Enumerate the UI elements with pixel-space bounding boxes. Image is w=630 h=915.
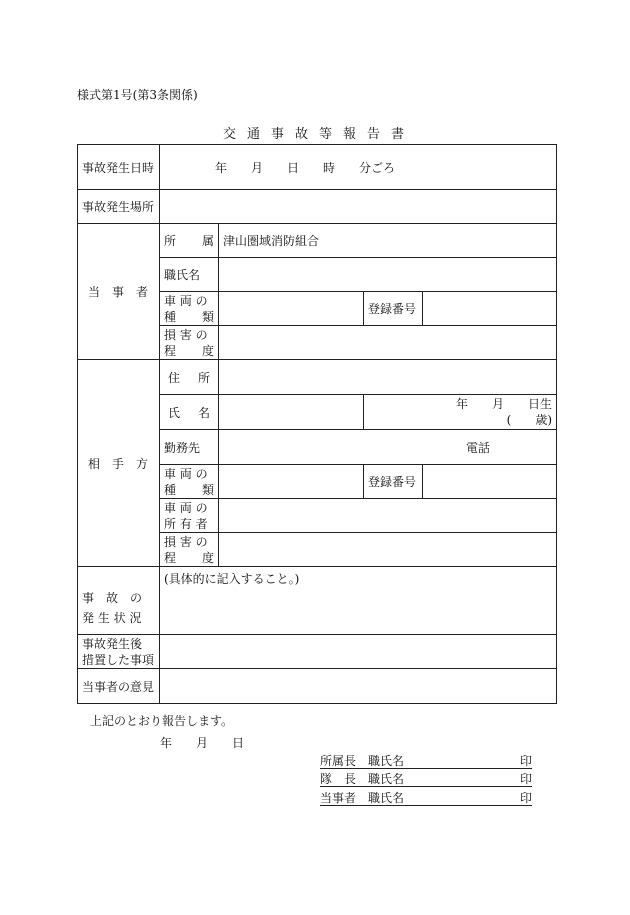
row-place	[78, 190, 557, 224]
signature-role: 隊 長	[320, 772, 357, 786]
value-party-name[interactable]	[219, 258, 557, 292]
label-other-address: 住 所	[160, 360, 219, 395]
label-other-name: 氏 名	[160, 395, 219, 430]
closing-statement: 上記のとおり報告します。	[90, 714, 234, 728]
value-other-damage[interactable]	[219, 533, 557, 567]
value-other-address[interactable]	[219, 360, 557, 395]
signature-field-label: 職氏名	[368, 754, 405, 768]
label-place: 事故発生場所	[78, 190, 160, 224]
label-party-name: 職氏名	[160, 258, 219, 292]
label-other-damage: 損 害 の 程 度	[160, 533, 219, 567]
value-datetime[interactable]: 年 月 日 時 分ごろ	[160, 145, 557, 190]
signature-line-chief[interactable]	[320, 752, 532, 769]
label-other-owner: 車 両 の 所 有 者	[160, 499, 219, 533]
value-party-reg[interactable]	[423, 292, 557, 326]
row-measures	[78, 635, 557, 669]
seal-mark: 印	[519, 772, 532, 786]
value-party-damage[interactable]	[219, 326, 557, 360]
document-title: 交通事故等報告書	[222, 127, 415, 142]
value-measures[interactable]	[160, 635, 557, 669]
seal-mark: 印	[519, 754, 532, 768]
label-other-employer: 勤務先	[160, 430, 219, 465]
label-other-reg: 登録番号	[364, 465, 423, 499]
signature-field-label: 職氏名	[368, 772, 405, 786]
label-other-vehicle: 車 両 の 種 類	[160, 465, 219, 499]
report-table	[77, 144, 557, 704]
label-party-vehicle: 車 両 の 種 類	[160, 292, 219, 326]
row-situation	[78, 567, 557, 635]
signature-field-label: 職氏名	[368, 791, 405, 805]
value-place[interactable]	[160, 190, 557, 224]
value-affiliation[interactable]: 津山圏域消防組合	[219, 224, 557, 258]
value-other-reg[interactable]	[423, 465, 557, 499]
row-datetime	[78, 145, 557, 190]
value-other-name[interactable]	[219, 395, 364, 430]
label-party-damage: 損 害 の 程 度	[160, 326, 219, 360]
value-opinion[interactable]	[160, 669, 557, 704]
label-measures: 事故発生後 措置した事項	[78, 635, 160, 669]
seal-mark: 印	[519, 791, 532, 805]
label-affiliation: 所 属	[160, 224, 219, 258]
signature-line-party[interactable]	[320, 789, 532, 806]
signature-role: 所属長	[320, 754, 357, 768]
form-reference: 様式第1号(第3条関係)	[77, 88, 198, 102]
row-other-address	[78, 360, 557, 395]
value-situation[interactable]: (具体的に記入すること。)	[160, 567, 557, 635]
label-opinion: 当事者の意見	[78, 669, 160, 704]
label-party-reg: 登録番号	[364, 292, 423, 326]
report-date[interactable]: 年 月 日	[160, 736, 245, 750]
value-other-employer[interactable]: 電話	[219, 430, 557, 465]
row-party-affiliation	[78, 224, 557, 258]
label-situation: 事 故 の 発 生 状 況	[78, 567, 160, 635]
value-other-owner[interactable]	[219, 499, 557, 533]
value-other-vehicle[interactable]	[219, 465, 364, 499]
label-other: 相 手 方	[78, 360, 160, 567]
label-party: 当 事 者	[78, 224, 160, 360]
row-opinion	[78, 669, 557, 704]
signature-line-captain[interactable]	[320, 770, 532, 787]
value-party-vehicle[interactable]	[219, 292, 364, 326]
signature-role: 当事者	[320, 791, 357, 805]
value-other-birth[interactable]: 年 月 日生 ( 歳)	[364, 395, 557, 430]
label-datetime: 事故発生日時	[78, 145, 160, 190]
